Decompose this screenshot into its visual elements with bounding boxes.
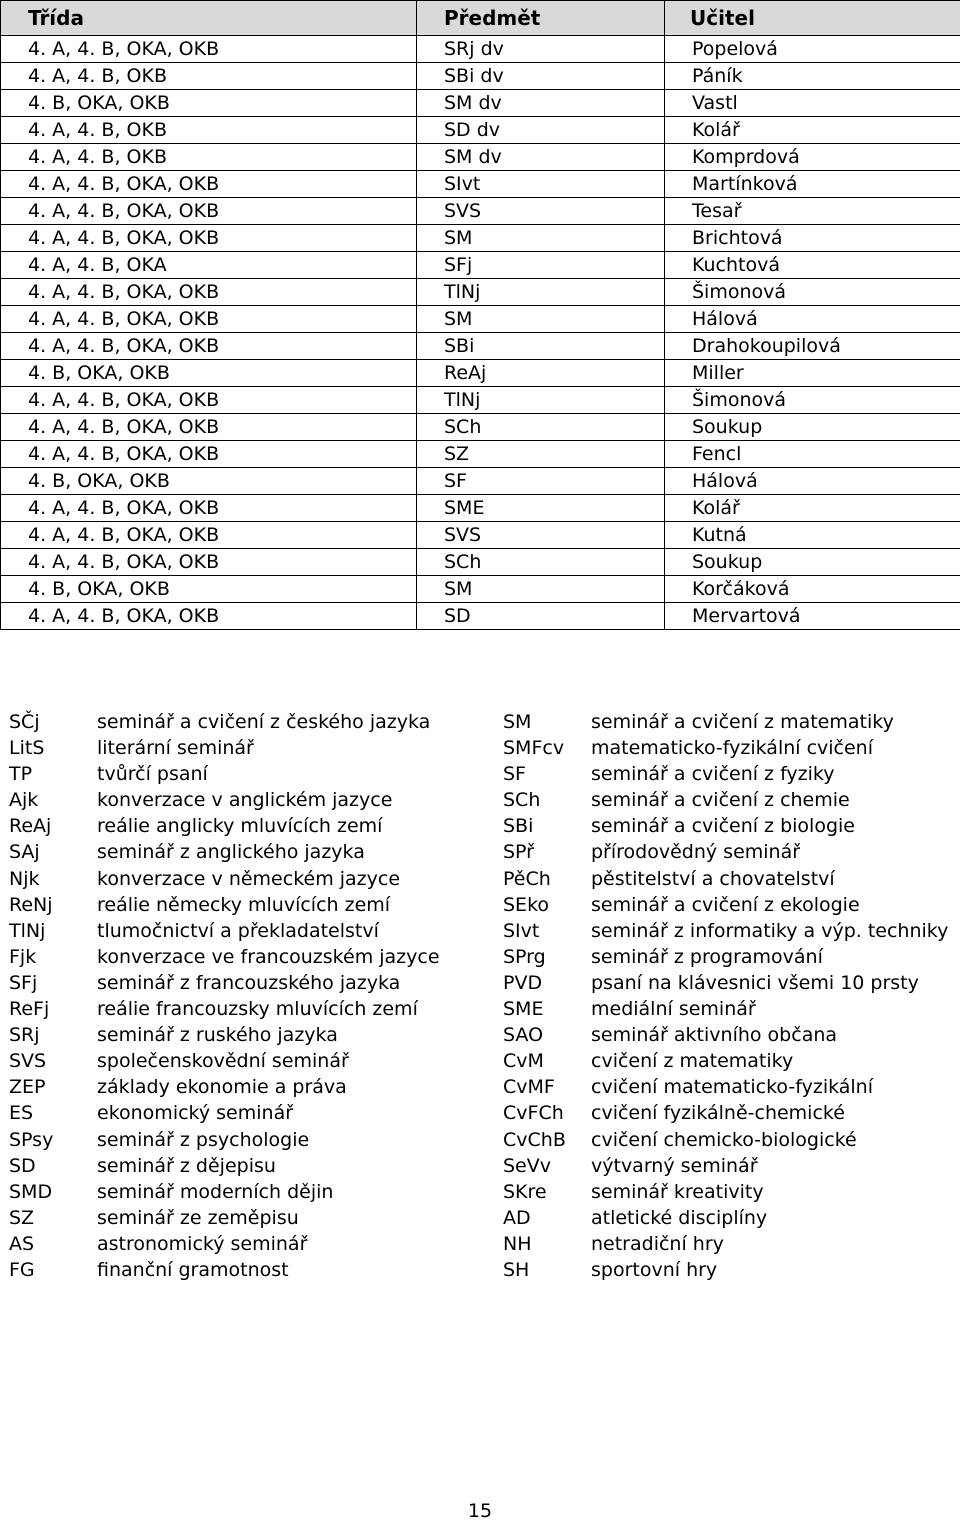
abbr-meaning: astronomický seminář xyxy=(97,1231,307,1257)
cell-class: 4. A, 4. B, OKB xyxy=(1,117,417,144)
cell-teacher: Komprdová xyxy=(665,144,960,171)
cell-class: 4. A, 4. B, OKA, OKB xyxy=(1,387,417,414)
list-item xyxy=(0,918,960,944)
table-row xyxy=(1,414,960,441)
cell-teacher: Fencl xyxy=(665,441,960,468)
abbr-code: ES xyxy=(9,1100,33,1126)
cell-teacher: Korčáková xyxy=(665,576,960,603)
abbr-code: TlNj xyxy=(9,918,45,944)
list-item xyxy=(0,866,960,892)
abbr-meaning: seminář aktivního občana xyxy=(591,1022,837,1048)
abbr-code: NH xyxy=(503,1231,532,1257)
cell-class: 4. A, 4. B, OKA, OKB xyxy=(1,441,417,468)
table-row xyxy=(1,333,960,360)
abbr-meaning: seminář z ruského jazyka xyxy=(97,1022,338,1048)
abbr-meaning: seminář z informatiky a výp. techniky xyxy=(591,918,948,944)
cell-teacher: Soukup xyxy=(665,549,960,576)
cell-subject: SF xyxy=(417,468,665,495)
cell-subject: SD dv xyxy=(417,117,665,144)
abbr-code: SeVv xyxy=(503,1153,551,1179)
cell-teacher: Hálová xyxy=(665,468,960,495)
abbr-meaning: sportovní hry xyxy=(591,1257,717,1283)
abbr-meaning: seminář z psychologie xyxy=(97,1127,309,1153)
abbr-meaning: základy ekonomie a práva xyxy=(97,1074,347,1100)
cell-teacher: Šimonová xyxy=(665,387,960,414)
abbr-code: CvChB xyxy=(503,1127,566,1153)
abbr-meaning: seminář moderních dějin xyxy=(97,1179,333,1205)
list-item xyxy=(0,944,960,970)
abbr-code: SZ xyxy=(9,1205,34,1231)
table-row xyxy=(1,171,960,198)
table-row xyxy=(1,198,960,225)
cell-subject: TlNj xyxy=(417,387,665,414)
cell-class: 4. B, OKA, OKB xyxy=(1,360,417,387)
list-item xyxy=(0,1022,960,1048)
abbr-meaning: seminář a cvičení z fyziky xyxy=(591,761,835,787)
abbr-meaning: mediální seminář xyxy=(591,996,756,1022)
cell-subject: SVS xyxy=(417,198,665,225)
list-item xyxy=(0,996,960,1022)
abbr-meaning: seminář a cvičení z chemie xyxy=(591,787,850,813)
table-row xyxy=(1,90,960,117)
abbr-code: SRj xyxy=(9,1022,40,1048)
header-class: Třída xyxy=(1,1,417,36)
cell-subject: SBi xyxy=(417,333,665,360)
table-body xyxy=(1,36,960,630)
abbr-code: AD xyxy=(503,1205,531,1231)
abbr-code: SEko xyxy=(503,892,549,918)
list-item xyxy=(0,1127,960,1153)
cell-teacher: Miller xyxy=(665,360,960,387)
header-subject: Předmět xyxy=(417,1,665,36)
abbr-code: TP xyxy=(9,761,32,787)
abbr-meaning: cvičení fyzikálně-chemické xyxy=(591,1100,845,1126)
abbr-meaning: seminář a cvičení z matematiky xyxy=(591,709,894,735)
cell-teacher: Mervartová xyxy=(665,603,960,630)
cell-subject: SVS xyxy=(417,522,665,549)
table-header-row xyxy=(1,1,960,36)
abbr-meaning: seminář a cvičení z českého jazyka xyxy=(97,709,430,735)
list-item xyxy=(0,1100,960,1126)
table-row xyxy=(1,252,960,279)
abbr-code: ReNj xyxy=(9,892,53,918)
abbr-code: SH xyxy=(503,1257,529,1283)
list-item xyxy=(0,1205,960,1231)
cell-subject: SCh xyxy=(417,549,665,576)
abbr-code: SAO xyxy=(503,1022,543,1048)
abbr-code: FG xyxy=(9,1257,35,1283)
abbr-meaning: seminář z dějepisu xyxy=(97,1153,276,1179)
cell-subject: SME xyxy=(417,495,665,522)
abbr-meaning: seminář a cvičení z biologie xyxy=(591,813,855,839)
cell-class: 4. A, 4. B, OKA, OKB xyxy=(1,198,417,225)
abbr-meaning: seminář kreativity xyxy=(591,1179,764,1205)
abbr-code: AS xyxy=(9,1231,34,1257)
abbr-meaning: reálie anglicky mluvících zemí xyxy=(97,813,382,839)
cell-teacher: Šimonová xyxy=(665,279,960,306)
cell-subject: SM xyxy=(417,576,665,603)
cell-subject: SBi dv xyxy=(417,63,665,90)
cell-class: 4. A, 4. B, OKA, OKB xyxy=(1,522,417,549)
list-item xyxy=(0,761,960,787)
cell-class: 4. A, 4. B, OKB xyxy=(1,144,417,171)
cell-teacher: Kutná xyxy=(665,522,960,549)
abbr-meaning: atletické disciplíny xyxy=(591,1205,767,1231)
header-teacher: Učitel xyxy=(665,1,960,36)
list-item xyxy=(0,970,960,996)
abbr-meaning: psaní na klávesnici všemi 10 prsty xyxy=(591,970,919,996)
abbr-code: Fjk xyxy=(9,944,36,970)
table-row xyxy=(1,117,960,144)
table-row xyxy=(1,495,960,522)
cell-subject: SM dv xyxy=(417,144,665,171)
abbr-code: SBi xyxy=(503,813,533,839)
page-number: 15 xyxy=(0,1500,960,1522)
table-row xyxy=(1,522,960,549)
abbr-code: ReAj xyxy=(9,813,51,839)
abbr-meaning: pěstitelství a chovatelství xyxy=(591,866,835,892)
abbr-code: Ajk xyxy=(9,787,38,813)
cell-teacher: Martínková xyxy=(665,171,960,198)
table-row xyxy=(1,549,960,576)
cell-subject: SD xyxy=(417,603,665,630)
abbr-code: SME xyxy=(503,996,543,1022)
cell-subject: SFj xyxy=(417,252,665,279)
cell-subject: SCh xyxy=(417,414,665,441)
abbr-code: CvMF xyxy=(503,1074,555,1100)
abbr-code: SFj xyxy=(9,970,37,996)
table-row xyxy=(1,387,960,414)
cell-teacher: Kuchtová xyxy=(665,252,960,279)
abbr-meaning: finanční gramotnost xyxy=(97,1257,289,1283)
list-item xyxy=(0,839,960,865)
abbr-meaning: reálie francouzsky mluvících zemí xyxy=(97,996,418,1022)
abbr-meaning: reálie německy mluvících zemí xyxy=(97,892,390,918)
list-item xyxy=(0,1179,960,1205)
abbr-meaning: seminář z anglického jazyka xyxy=(97,839,365,865)
abbr-code: LitS xyxy=(9,735,44,761)
cell-subject: SRj dv xyxy=(417,36,665,63)
abbr-code: SCh xyxy=(503,787,540,813)
list-item xyxy=(0,787,960,813)
abbr-meaning: přírodovědný seminář xyxy=(591,839,800,865)
abbr-meaning: netradiční hry xyxy=(591,1231,724,1257)
abbr-code: SAj xyxy=(9,839,40,865)
abbr-code: SPsy xyxy=(9,1127,53,1153)
table-row xyxy=(1,468,960,495)
table-row xyxy=(1,36,960,63)
cell-class: 4. A, 4. B, OKA, OKB xyxy=(1,171,417,198)
cell-teacher: Vastl xyxy=(665,90,960,117)
abbr-meaning: matematicko-fyzikální cvičení xyxy=(591,735,873,761)
abbr-meaning: tlumočnictví a překladatelství xyxy=(97,918,379,944)
abbr-code: SIvt xyxy=(503,918,539,944)
cell-subject: TlNj xyxy=(417,279,665,306)
cell-teacher: Popelová xyxy=(665,36,960,63)
abbr-code: CvFCh xyxy=(503,1100,564,1126)
abbr-code: SKre xyxy=(503,1179,547,1205)
abbr-meaning: výtvarný seminář xyxy=(591,1153,758,1179)
list-item xyxy=(0,892,960,918)
abbr-meaning: literární seminář xyxy=(97,735,254,761)
cell-class: 4. A, 4. B, OKA, OKB xyxy=(1,549,417,576)
list-item xyxy=(0,1074,960,1100)
abbr-code: SMD xyxy=(9,1179,52,1205)
cell-class: 4. A, 4. B, OKA xyxy=(1,252,417,279)
abbr-meaning: cvičení z matematiky xyxy=(591,1048,793,1074)
list-item xyxy=(0,709,960,735)
cell-class: 4. A, 4. B, OKA, OKB xyxy=(1,333,417,360)
abbr-code: SVS xyxy=(9,1048,46,1074)
cell-teacher: Tesař xyxy=(665,198,960,225)
abbr-meaning: tvůrčí psaní xyxy=(97,761,208,787)
list-item xyxy=(0,735,960,761)
abbr-meaning: seminář ze zeměpisu xyxy=(97,1205,299,1231)
table-row xyxy=(1,63,960,90)
abbr-code: PěCh xyxy=(503,866,551,892)
abbr-meaning: seminář a cvičení z ekologie xyxy=(591,892,860,918)
abbr-code: SMFcv xyxy=(503,735,564,761)
abbr-code: SM xyxy=(503,709,531,735)
list-item xyxy=(0,1048,960,1074)
list-item xyxy=(0,1231,960,1257)
cell-subject: ReAj xyxy=(417,360,665,387)
cell-subject: SZ xyxy=(417,441,665,468)
cell-class: 4. A, 4. B, OKA, OKB xyxy=(1,225,417,252)
list-item xyxy=(0,1257,960,1283)
abbr-code: ReFj xyxy=(9,996,49,1022)
table-row xyxy=(1,576,960,603)
cell-teacher: Kolář xyxy=(665,117,960,144)
cell-class: 4. B, OKA, OKB xyxy=(1,90,417,117)
abbr-meaning: konverzace v německém jazyce xyxy=(97,866,400,892)
cell-subject: SIvt xyxy=(417,171,665,198)
table-row xyxy=(1,603,960,630)
cell-class: 4. B, OKA, OKB xyxy=(1,468,417,495)
table-row xyxy=(1,360,960,387)
abbr-meaning: konverzace v anglickém jazyce xyxy=(97,787,392,813)
list-item xyxy=(0,1153,960,1179)
abbr-code: CvM xyxy=(503,1048,544,1074)
cell-class: 4. A, 4. B, OKA, OKB xyxy=(1,36,417,63)
cell-subject: SM xyxy=(417,225,665,252)
cell-class: 4. A, 4. B, OKA, OKB xyxy=(1,603,417,630)
class-subject-teacher-table xyxy=(0,0,960,630)
abbr-code: SČj xyxy=(9,709,40,735)
cell-teacher: Páník xyxy=(665,63,960,90)
cell-subject: SM xyxy=(417,306,665,333)
abbr-meaning: cvičení matematicko-fyzikální xyxy=(591,1074,873,1100)
cell-teacher: Soukup xyxy=(665,414,960,441)
cell-teacher: Brichtová xyxy=(665,225,960,252)
table-row xyxy=(1,306,960,333)
table-row xyxy=(1,225,960,252)
abbr-code: SPř xyxy=(503,839,534,865)
abbr-code: SPrg xyxy=(503,944,546,970)
cell-teacher: Drahokoupilová xyxy=(665,333,960,360)
cell-class: 4. A, 4. B, OKB xyxy=(1,63,417,90)
cell-class: 4. A, 4. B, OKA, OKB xyxy=(1,279,417,306)
abbr-code: PVD xyxy=(503,970,542,996)
cell-teacher: Hálová xyxy=(665,306,960,333)
table-row xyxy=(1,144,960,171)
cell-teacher: Kolář xyxy=(665,495,960,522)
abbreviation-legend xyxy=(0,709,960,1283)
table-row xyxy=(1,279,960,306)
cell-class: 4. B, OKA, OKB xyxy=(1,576,417,603)
abbr-code: Njk xyxy=(9,866,40,892)
cell-class: 4. A, 4. B, OKA, OKB xyxy=(1,306,417,333)
abbr-meaning: cvičení chemicko-biologické xyxy=(591,1127,857,1153)
abbr-meaning: ekonomický seminář xyxy=(97,1100,293,1126)
abbr-code: SD xyxy=(9,1153,36,1179)
abbr-meaning: společenskovědní seminář xyxy=(97,1048,349,1074)
table-row xyxy=(1,441,960,468)
cell-class: 4. A, 4. B, OKA, OKB xyxy=(1,414,417,441)
abbr-meaning: seminář z programování xyxy=(591,944,823,970)
abbr-code: SF xyxy=(503,761,526,787)
abbr-meaning: konverzace ve francouzském jazyce xyxy=(97,944,440,970)
abbr-meaning: seminář z francouzského jazyka xyxy=(97,970,400,996)
cell-class: 4. A, 4. B, OKA, OKB xyxy=(1,495,417,522)
cell-subject: SM dv xyxy=(417,90,665,117)
list-item xyxy=(0,813,960,839)
abbr-code: ZEP xyxy=(9,1074,45,1100)
